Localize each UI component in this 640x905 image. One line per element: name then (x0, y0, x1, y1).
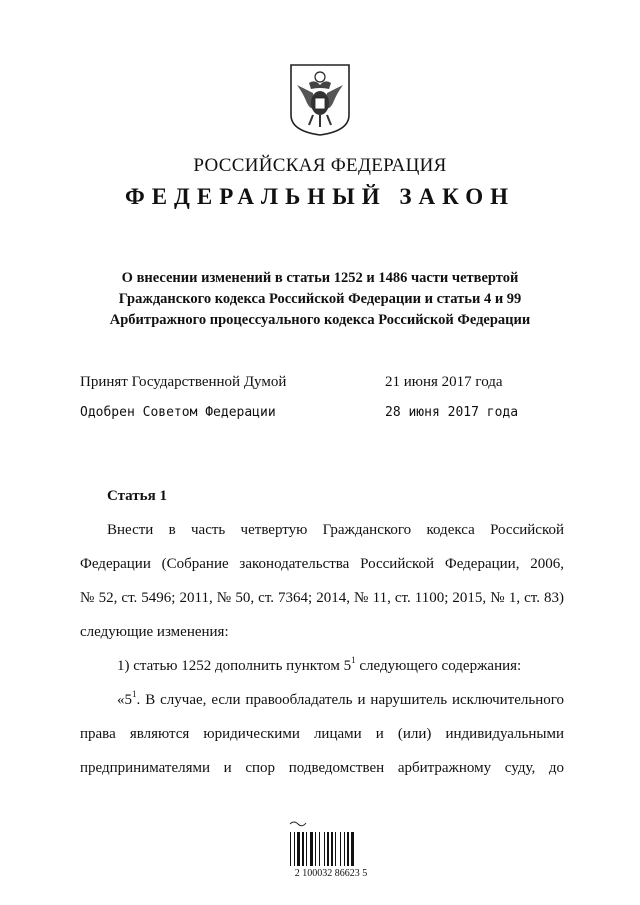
barcode-image (286, 820, 366, 868)
country-name: РОССИЙСКАЯ ФЕДЕРАЦИЯ (193, 155, 447, 176)
amendment-item-text: следующего содержания: (355, 658, 522, 674)
quoted-text-line: предпринимателями и спор подведомствен арбитражному суду, до (80, 760, 564, 776)
coat-of-arms-emblem (289, 63, 351, 137)
quoted-text-line (80, 683, 564, 717)
superscript: 1 (351, 655, 356, 665)
quote-text: . В случае, если правообладатель и нарушитель исключительного (136, 692, 564, 708)
article-heading: Статья 1 (107, 488, 167, 504)
council-label: Одобрен Советом Федерации (80, 405, 276, 420)
superscript: 1 (132, 689, 137, 699)
amendment-item (80, 649, 564, 683)
quoted-text-line: права являются юридическими лицами и (или) индивидуальными (80, 726, 564, 742)
law-title-line: Гражданского кодекса Российской Федерации и статьи 4 и 99 (118, 291, 522, 307)
duma-date: 21 июня 2017 года (385, 374, 503, 390)
law-title-line: Арбитражного процессуального кодекса Российской Федерации (109, 312, 531, 328)
duma-label: Принят Государственной Думой (80, 374, 287, 390)
barcode-number: 2 100032 86623 5 (294, 868, 368, 879)
paragraph-line: Внести в часть четвертую Гражданского кодекса Российской (107, 522, 564, 538)
law-title-line: О внесении изменений в статьи 1252 и 1486 части четвертой (121, 270, 519, 286)
amendment-item-text: 1) статью 1252 дополнить пунктом 5 (117, 658, 352, 674)
council-date: 28 июня 2017 года (385, 405, 519, 420)
paragraph-line: № 52, ст. 5496; 2011, № 50, ст. 7364; 2014, № 11, ст. 1100; 2015, № 1, ст. 83) (80, 590, 564, 606)
law-title (80, 268, 560, 331)
article-paragraph (80, 513, 564, 785)
paragraph-line: Федерации (Собрание законодательства Российской Федерации, 2006, (80, 556, 564, 572)
quote-open: «5 (117, 692, 132, 708)
document-type: ФЕДЕРАЛЬНЫЙ ЗАКОН (124, 184, 516, 209)
paragraph-line: следующие изменения: (80, 624, 229, 640)
